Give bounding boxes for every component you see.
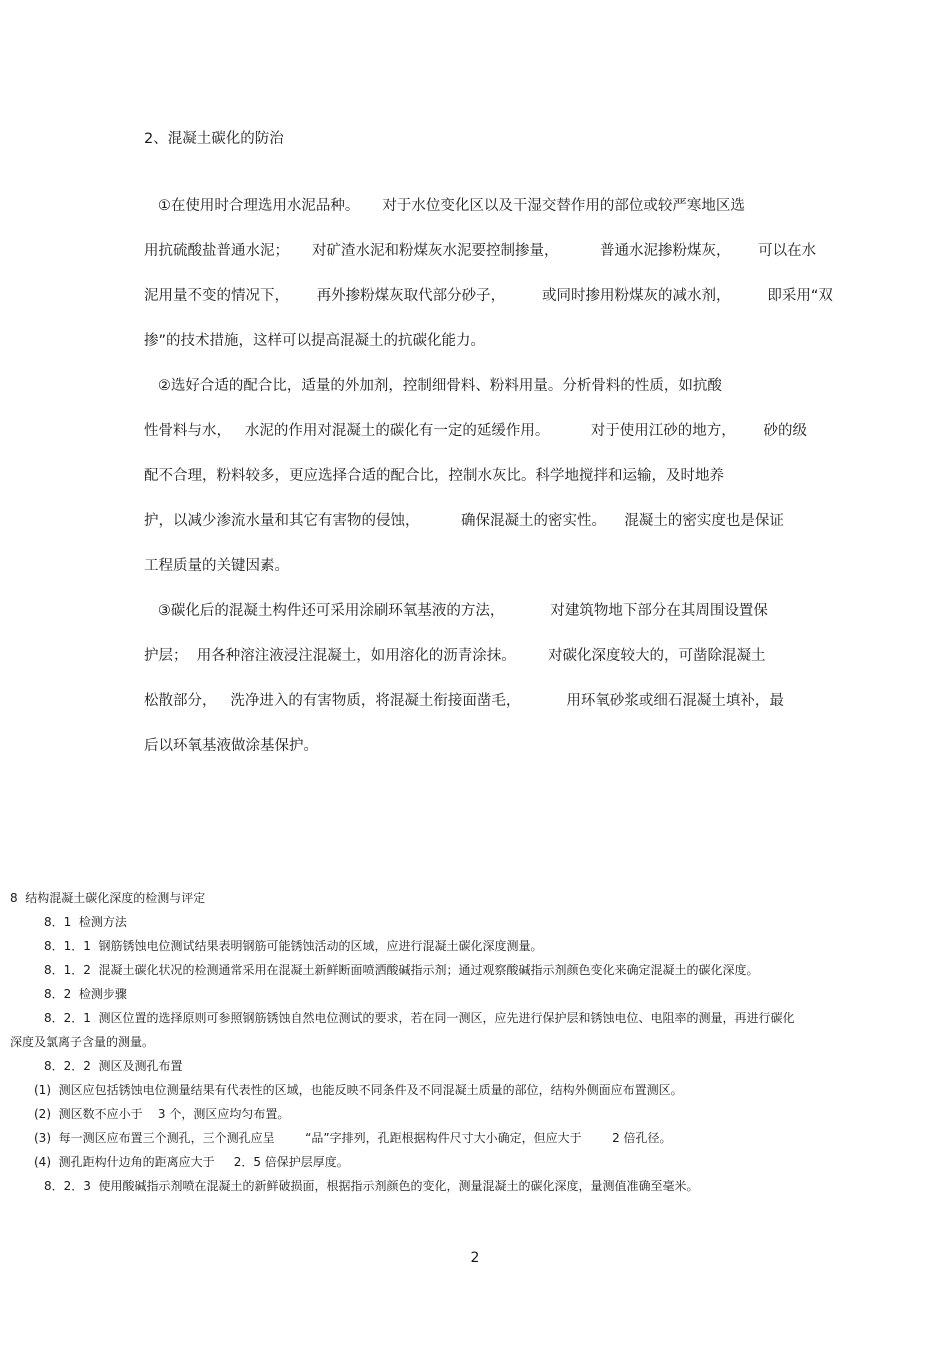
clause-line: 8 结构混凝土碳化深度的检测与评定 xyxy=(10,891,206,905)
paragraph-line: 泥用量不变的情况下， 再外掺粉煤灰取代部分砂子， 或同时掺用粉煤灰的减水剂， 即采用“双 xyxy=(144,288,833,304)
paragraph-line: 松散部分， 洗净进入的有害物质，将混凝土衔接面凿毛， 用环氧砂浆或细石混凝土填补，最 xyxy=(144,693,784,709)
detection-method-section xyxy=(10,886,870,1198)
clause-line: 8．2．3 使用酸碱指示剂喷在混凝土的新鲜破损面，根据指示剂颜色的变化，测量混凝土的碳化深度，量测值准确至毫米。 xyxy=(44,1179,699,1193)
clause-line: 8．2．2 测区及测孔布置 xyxy=(44,1059,183,1073)
clause-line: (3) 每一测区应布置三个测孔，三个测孔应呈 “品”字排列，孔距根据构件尺寸大小确定，但应大于 2 倍孔径。 xyxy=(34,1131,672,1145)
clause-line: 8．2．1 测区位置的选择原则可参照钢筋锈蚀自然电位测试的要求，若在同一测区，应先进行保护层和锈蚀电位、电阻率的测量，再进行碳化 xyxy=(44,1011,795,1025)
paragraph-2 xyxy=(144,375,824,578)
section-heading: 2、混凝土碳化的防治 xyxy=(144,131,284,147)
clause-line: (2) 测区数不应小于 3 个，测区应均匀布置。 xyxy=(34,1107,290,1121)
page-number: 2 xyxy=(470,1250,480,1266)
paragraph-line: 用抗硫酸盐普通水泥； 对矿渣水泥和粉煤灰水泥要控制掺量， 普通水泥掺粉煤灰， 可以在水 xyxy=(144,243,817,259)
paragraph-line: 掺”的技术措施，这样可以提高混凝土的抗碳化能力。 xyxy=(144,333,486,349)
paragraph-line: 后以环氧基液做涂基保护。 xyxy=(144,738,318,754)
paragraph-line: 护层； 用各种溶注液浸注混凝土，如用溶化的沥青涂抹。 对碳化深度较大的，可凿除混凝土 xyxy=(144,648,766,664)
paragraph-line: 护，以减少渗流水量和其它有害物的侵蚀， 确保混凝土的密实性。 混凝土的密实度也是保证 xyxy=(144,513,784,529)
clause-line: 8．2 检测步骤 xyxy=(44,987,127,1001)
paragraph-line: ①在使用时合理选用水泥品种。 对于水位变化区以及干湿交替作用的部位或较严寒地区选 xyxy=(144,198,745,214)
paragraph-line: ②选好合适的配合比，适量的外加剂，控制细骨料、粉料用量。分析骨料的性质，如抗酸 xyxy=(144,378,722,394)
paragraph-3 xyxy=(144,600,824,758)
clause-line: 8．1 检测方法 xyxy=(44,915,127,929)
clause-line: 8．1．2 混凝土碳化状况的检测通常采用在混凝土新鲜断面喷洒酸碱指示剂；通过观察酸碱指示剂颜色变化来确定混凝土的碳化深度。 xyxy=(44,963,759,977)
paragraph-line: ③碳化后的混凝土构件还可采用涂刷环氧基液的方法， 对建筑物地下部分在其周围设置保 xyxy=(144,603,768,619)
clause-line: (4) 测孔距构什边角的距离应大于 2．5 倍保护层厚度。 xyxy=(34,1155,349,1169)
paragraph-line: 工程质量的关键因素。 xyxy=(144,558,289,574)
clause-line: 深度及氯离子含量的测量。 xyxy=(10,1035,155,1049)
carbonation-prevention-section xyxy=(144,128,833,758)
clause-line: (1) 测区应包括锈蚀电位测量结果有代表性的区域，也能反映不同条件及不同混凝土质量的部位，结构外侧面应布置测区。 xyxy=(34,1083,683,1097)
clause-line: 8．1．1 钢筋锈蚀电位测试结果表明钢筋可能锈蚀活动的区域，应进行混凝土碳化深度测量。 xyxy=(44,939,543,953)
paragraph-line: 性骨料与水， 水泥的作用对混凝土的碳化有一定的延缓作用。 对于使用江砂的地方， 砂的级 xyxy=(144,423,807,439)
paragraph-1 xyxy=(144,195,833,353)
paragraph-line: 配不合理，粉料较多，更应选择合适的配合比，控制水灰比。科学地搅拌和运输，及时地养 xyxy=(144,468,724,484)
